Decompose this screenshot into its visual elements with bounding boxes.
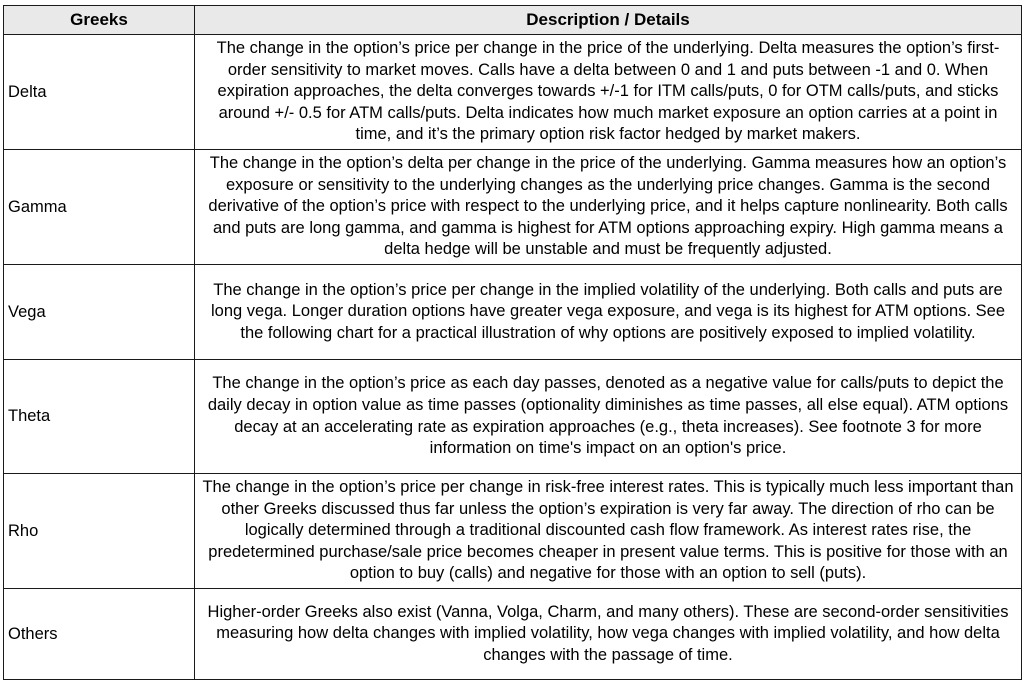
greek-description: The change in the option’s price per change in the price of the underlying. Delta measures the option’s first-order sensitivity to market moves. Calls have a delta between 0 and 1 and puts between -1 and 0. When expiration approaches, the delta converges towards +/-1 for ITM calls/puts, 0 for OTM calls/puts, and sticks around +/- 0.5 for ATM calls/puts. Delta indicates how much market exposure an option carries at a point in time, and it’s the primary option risk factor hedged by market makers.: [195, 35, 1022, 150]
table-row-gamma: [4, 150, 1022, 265]
greek-name: Delta: [4, 35, 195, 150]
table-header-row: [4, 6, 1022, 35]
greek-description: The change in the option’s price per change in risk-free interest rates. This is typically much less important than other Greeks discussed thus far unless the option’s expiration is very far away. The direction of rho can be logically determined through a traditional discounted cash flow framework. As interest rates rise, the predetermined purchase/sale price becomes cheaper in present value terms. This is positive for those with an option to buy (calls) and negative for those with an option to sell (puts).: [195, 474, 1022, 589]
greek-description: The change in the option’s price as each day passes, denoted as a negative value for calls/puts to depict the daily decay in option value as time passes (optionality diminishes as time passes, all else equal). ATM options decay at an accelerating rate as expiration approaches (e.g., theta increases). See footnote 3 for more information on time's impact on an option's price.: [195, 360, 1022, 474]
greek-name: Theta: [4, 360, 195, 474]
table-row-theta: [4, 360, 1022, 474]
greek-name: Others: [4, 589, 195, 680]
greek-description: The change in the option’s price per change in the implied volatility of the underlying. Both calls and puts are long vega. Longer duration options have greater vega exposure, and vega is its highest for ATM options. See the following chart for a practical illustration of why options are positively exposed to implied volatility.: [195, 265, 1022, 360]
greek-description: Higher-order Greeks also exist (Vanna, Volga, Charm, and many others). These are second-order sensitivities measuring how delta changes with implied volatility, how vega changes with implied volatility, and how delta changes with the passage of time.: [195, 589, 1022, 680]
greeks-table: [3, 5, 1022, 680]
header-description: Description / Details: [195, 6, 1022, 35]
table-row-others: [4, 589, 1022, 680]
table-row-vega: [4, 265, 1022, 360]
greek-name: Rho: [4, 474, 195, 589]
greek-name: Vega: [4, 265, 195, 360]
header-greeks: Greeks: [4, 6, 195, 35]
greek-name: Gamma: [4, 150, 195, 265]
table-row-delta: [4, 35, 1022, 150]
greek-description: The change in the option’s delta per change in the price of the underlying. Gamma measures how an option’s exposure or sensitivity to the underlying changes as the underlying price changes. Gamma is the second derivative of the option’s price with respect to the underlying price, and it helps capture nonlinearity. Both calls and puts are long gamma, and gamma is highest for ATM options approaching expiry. High gamma means a delta hedge will be unstable and must be frequently adjusted.: [195, 150, 1022, 265]
table-row-rho: [4, 474, 1022, 589]
